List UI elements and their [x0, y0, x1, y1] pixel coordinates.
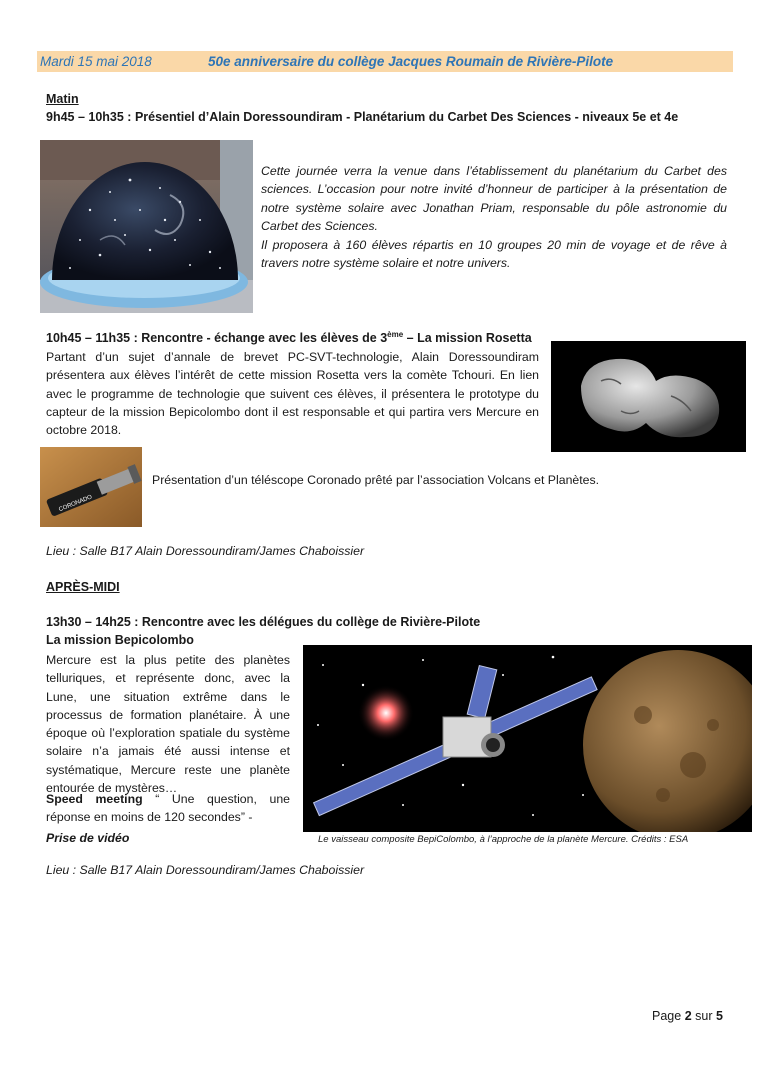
- video-label: Prise de vidéo: [46, 831, 130, 845]
- afternoon-session-title: 13h30 – 14h25 : Rencontre avec les délégues du collège de Rivière-Pilote: [46, 615, 481, 629]
- image-caption: Le vaisseau composite BepiColombo, à l’approche de la planète Mercure. Crédits : ESA: [318, 834, 689, 845]
- speed-meeting: Speed meeting “ Une question, une réponse en moins de 120 secondes” -: [46, 792, 290, 825]
- session1-text: Cette journée verra la venue dans l’établissement du planétarium du Carbet des sciences. L’occasion pour notre invité d’honneur de participer à la présentation de notre système solaire avec Jonathan Priam, responsable du pôle astronomie du Carbet des Sciences.: [261, 164, 727, 233]
- morning-location: Lieu : Salle B17 Alain Doressoundiram/James Chaboissier: [46, 544, 365, 558]
- bepicolombo-image: [303, 645, 752, 832]
- svg-text:CORONADO: CORONADO: [58, 494, 94, 514]
- afternoon-subtitle: La mission Bepicolombo: [46, 633, 194, 647]
- comet-image: [551, 341, 746, 452]
- planetarium-image: [40, 140, 253, 313]
- afternoon-heading: APRÈS-MIDI: [46, 580, 120, 594]
- header-date: Mardi 15 mai 2018: [40, 54, 152, 69]
- session2-text: Partant d’un sujet d’annale de brevet PC-SVT-technologie, Alain Doressoundiram présentera aux élèves l’intérêt de cette mission Rosetta vers la comète Tchouri. En lien avec le programme de technologie que suivent ces élèves, il présentera le prototype du capteur de la mission Bepicolombo dont il est responsable et qui partira vers Mercure en octobre 2018.: [46, 350, 539, 438]
- session1-title: 9h45 – 10h35 : Présentiel d’Alain Doressoundiram - Planétarium du Carbet Des Sciences - niveaux 5e et 4e: [46, 110, 679, 124]
- morning-heading: Matin: [46, 92, 79, 106]
- session2-title: 10h45 – 11h35 : Rencontre - échange avec les élèves de 3ème – La mission Rosetta: [46, 329, 532, 345]
- afternoon-text: Mercure est la plus petite des planètes telluriques, et représente donc, avec la Lune, une situation extrême dans le processus de formation planétaire. À une époque où l’exploration spatiale du système solaire n’a jamais été aussi intense et systématique, Mercure reste une planète entourée de mystères…: [46, 653, 290, 796]
- telescope-image: [40, 447, 142, 527]
- session1-text2: Il proposera à 160 élèves répartis en 10 groupes 20 min de voyage et de rêve à travers notre système solaire et notre univers.: [261, 238, 727, 271]
- afternoon-location: Lieu : Salle B17 Alain Doressoundiram/James Chaboissier: [46, 863, 365, 877]
- page-number: Page 2 sur 5: [652, 1009, 723, 1023]
- speed-meeting-label: Speed meeting: [46, 792, 143, 806]
- telescope-text: Présentation d’un téléscope Coronado prêté par l’association Volcans et Planètes.: [152, 473, 600, 487]
- header-title: 50e anniversaire du collège Jacques Roumain de Rivière-Pilote: [208, 54, 614, 69]
